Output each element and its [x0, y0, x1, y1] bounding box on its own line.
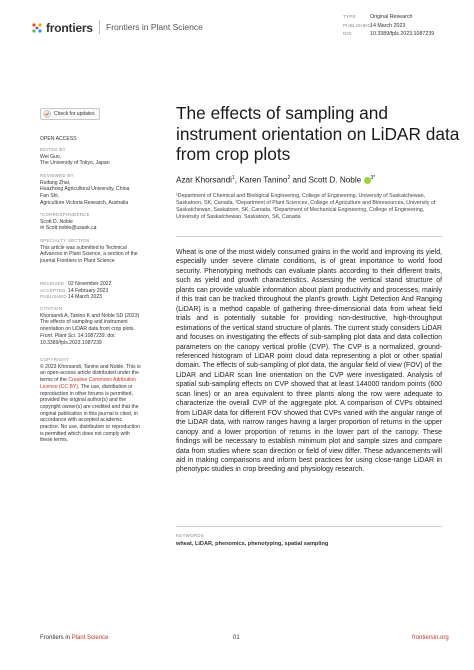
- divider: [176, 526, 442, 527]
- keywords-label: KEYWORDS: [176, 533, 205, 538]
- abstract: Wheat is one of the most widely consumed grains in the world and improving its yield, especially under severe climate conditions, is of great importance to world food security. Phenotyping methods can evaluate plants according to their different traits, such as yield and growth characteristics. Assessing the vertical stand structure of plants can provide valuable information about plant productivity and processes, mainly if this trait can be tracked throughout the plant's growth. Light Detection And Ranging (LiDAR) is a method capable of gathering three-dimensional data from wheat field trials and is potentially suitable for providing non-destructive, high-throughput estimations of the vertical stand structure of plants. The current study considers LiDAR and focuses on investigating the effects of sub-sampling plot data and data collection parameters on the canopy vertical profile (CVP). The CVP is a normalized, ground-referenced histogram of LiDAR point cloud data representing a plot or other spatial domain. The effects of sub-sampling of plot data, the angular field of view (FOV) of the LiDAR and LiDAR scan line orientation on the CVP were investigated. Analysis of spatial sub-sampling effects on CVP showed that at least 144000 random points (600 scan lines) or an area equivalent to three plants along the row were adequate to characterize the overall CVP of the aggregate plot. A comparison of CVPs obtained from LiDAR data for different FOV showed that CVPs varied with the angular range of the LiDAR data, with narrow ranges having a larger proportion of returns in the upper canopy and a lower proportion of returns in the lower part of the canopy. These findings will be necessary to establish minimum plot and sample sizes and compare data from studies where scan direction or field of view differ. These advancements will aid in making comparisons and inform best practices for using close-range LiDAR in phenotypic studies in crop breeding and physiology research.: [176, 249, 442, 474]
- author-name: Scott D. Noble: [308, 175, 362, 185]
- meta-published: PUBLISHED14 March 2023: [343, 22, 406, 29]
- author-name: Karen Tanino: [239, 175, 288, 185]
- footer-journal-link[interactable]: Plant Science: [71, 635, 109, 641]
- article-dates: [40, 281, 142, 301]
- open-access-label: OPEN ACCESS: [40, 136, 77, 142]
- author-name: Azar Khorsandi: [176, 175, 232, 185]
- brand-name: frontiers: [46, 21, 93, 35]
- cc-by-license-link[interactable]: Creative Commons Attribution License (CC BY).: [40, 377, 136, 390]
- check-for-updates-button[interactable]: Check for updates: [40, 108, 100, 120]
- mail-icon: ✉: [40, 225, 45, 232]
- header-divider: [99, 20, 100, 34]
- page-number: 01: [233, 635, 240, 641]
- divider: [176, 236, 442, 237]
- affiliations: ¹Department of Chemical and Biological Engineering, College of Engineering, University of Saskatchewan, Saskatoon, SK, Canada, ²Department of Plant Sciences, College of Agriculture and Bioresources, University of Saskatchewan, Saskatoon, SK, Canada, ³Department of Mechanical Engineering, College of Engineering, University of Saskatchewan, Saskatoon, SK, Canada: [176, 193, 436, 220]
- author-list: Azar Khorsandi$^1$, Karen Tanino$^2$ and Scott D. Noble $^{3*}$: [176, 175, 376, 185]
- edited-by: EDITED BY Wei Guo, The University of Tokyo, Japan: [40, 147, 110, 167]
- footer-journal: Frontiers in Plant Science: [40, 635, 109, 641]
- date-accepted: ACCEPTED 14 February 2023: [40, 287, 109, 294]
- date-published: PUBLISHED 14 March 2023: [40, 294, 102, 301]
- frontiers-logo[interactable]: [31, 21, 93, 35]
- journal-name[interactable]: Frontiers in Plant Science: [106, 22, 203, 32]
- article-title: The effects of sampling and instrument orientation on LiDAR data from crop plots: [176, 103, 460, 164]
- meta-doi: DOI 10.3389/fpls.2023.1087239: [343, 31, 435, 38]
- frontiers-logo-icon: [31, 22, 43, 34]
- correspondence-email[interactable]: Scott.noble@usask.ca: [45, 225, 97, 232]
- article-meta: [343, 13, 434, 39]
- keywords: wheat, LiDAR, phenomics, phenotyping, spatial sampling: [176, 541, 329, 547]
- copyright: COPYRIGHT © 2023 Khorsandi, Tanino and Noble. This is an open-access article distributed under the terms of the Creative Commons Attribution License (CC BY). The use, distribution or reproduction in other forums is permitted, provided the original author(s) and the copyright owner(s) are credited and that the original publication in this journal is cited, in accordance with accepted academic practice. No use, distribution or reproduction is permitted which does not comply with these terms.: [40, 357, 141, 444]
- citation: CITATION Khorsandi A, Tanino K and Noble SD (2023) The effects of sampling and instrument orientation on LiDAR data from crop plots. Front. Plant Sci. 14:1087239. doi: 10.3389/fpls.2023.1087239: [40, 306, 140, 346]
- date-received: RECEIVED 02 November 2022: [40, 281, 112, 287]
- reviewed-by: REVIEWED BY Ruifang Zhai, Huazhong Agricultural University, China Fan Shi, Agriculture Victoria Research, Australia: [40, 173, 130, 206]
- orcid-icon[interactable]: [364, 177, 371, 184]
- specialty-section: SPECIALTY SECTION This article was submitted to Technical Advances in Plant Science, a section of the journal Frontiers in Plant Science: [40, 238, 138, 265]
- footer-site-link[interactable]: frontiersin.org: [412, 635, 449, 641]
- correspondence: *CORRESPONDENCE Scott D. Noble ✉ Scott.noble@usask.ca: [40, 212, 97, 232]
- meta-type: TYPE Original Research: [343, 14, 413, 20]
- check-updates-icon: [43, 110, 51, 118]
